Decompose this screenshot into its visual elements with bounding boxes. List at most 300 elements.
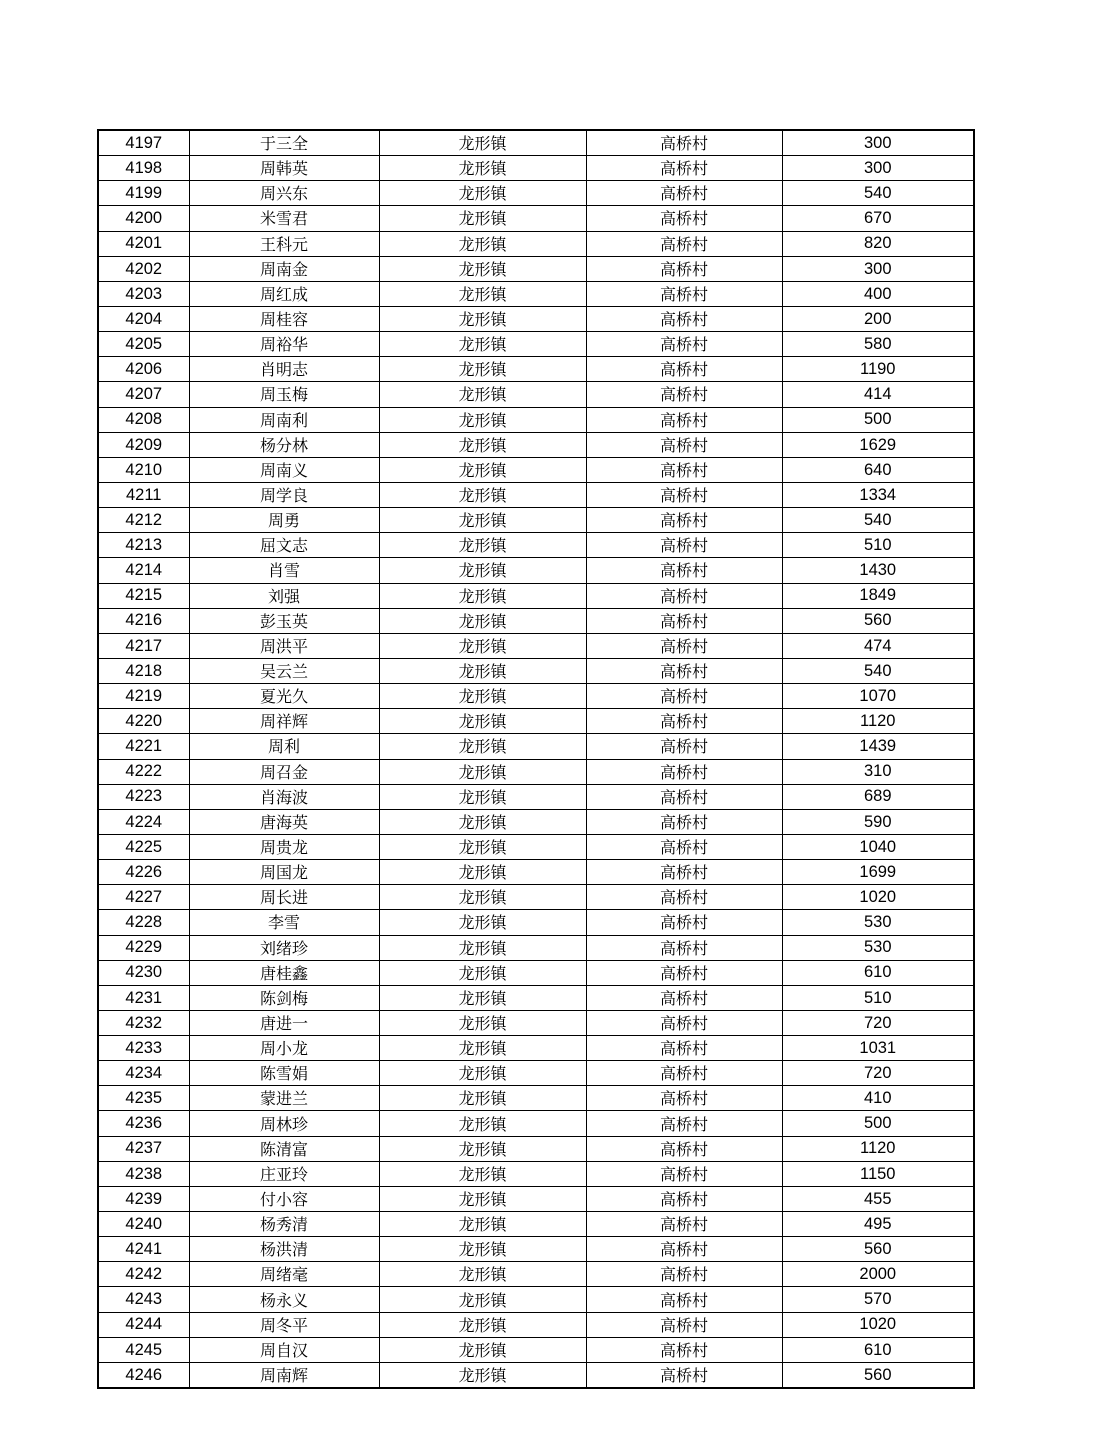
cell-id: 4241	[98, 1237, 189, 1262]
cell-village: 高桥村	[586, 1362, 782, 1388]
table-row	[98, 1362, 974, 1388]
table-row	[98, 910, 974, 935]
cell-name: 周南义	[189, 457, 379, 482]
cell-amount: 1629	[782, 432, 974, 457]
cell-id: 4243	[98, 1287, 189, 1312]
cell-amount: 1070	[782, 684, 974, 709]
cell-village: 高桥村	[586, 1111, 782, 1136]
cell-name: 周贵龙	[189, 834, 379, 859]
cell-amount: 540	[782, 658, 974, 683]
cell-village: 高桥村	[586, 457, 782, 482]
cell-name: 米雪君	[189, 206, 379, 231]
table-row	[98, 206, 974, 231]
cell-id: 4202	[98, 256, 189, 281]
table-row	[98, 809, 974, 834]
table-row	[98, 1212, 974, 1237]
table-row	[98, 558, 974, 583]
cell-town: 龙形镇	[379, 206, 586, 231]
cell-amount: 1120	[782, 709, 974, 734]
cell-id: 4203	[98, 281, 189, 306]
cell-name: 周裕华	[189, 332, 379, 357]
cell-amount: 720	[782, 1061, 974, 1086]
cell-name: 夏光久	[189, 684, 379, 709]
table-row	[98, 1312, 974, 1337]
cell-village: 高桥村	[586, 407, 782, 432]
cell-id: 4200	[98, 206, 189, 231]
table-row	[98, 734, 974, 759]
cell-town: 龙形镇	[379, 1362, 586, 1388]
cell-name: 周冬平	[189, 1312, 379, 1337]
table-row	[98, 759, 974, 784]
cell-amount: 670	[782, 206, 974, 231]
cell-id: 4221	[98, 734, 189, 759]
cell-name: 付小容	[189, 1186, 379, 1211]
cell-village: 高桥村	[586, 1186, 782, 1211]
cell-amount: 530	[782, 910, 974, 935]
cell-town: 龙形镇	[379, 1312, 586, 1337]
cell-name: 周林珍	[189, 1111, 379, 1136]
cell-name: 唐进一	[189, 1010, 379, 1035]
cell-name: 肖明志	[189, 357, 379, 382]
cell-id: 4201	[98, 231, 189, 256]
cell-name: 李雪	[189, 910, 379, 935]
cell-amount: 1334	[782, 482, 974, 507]
cell-name: 吴云兰	[189, 658, 379, 683]
cell-amount: 410	[782, 1086, 974, 1111]
table-row	[98, 130, 974, 156]
table-row	[98, 935, 974, 960]
cell-id: 4205	[98, 332, 189, 357]
cell-name: 周勇	[189, 508, 379, 533]
cell-town: 龙形镇	[379, 281, 586, 306]
cell-name: 杨秀清	[189, 1212, 379, 1237]
cell-amount: 570	[782, 1287, 974, 1312]
cell-town: 龙形镇	[379, 181, 586, 206]
cell-village: 高桥村	[586, 709, 782, 734]
cell-id: 4224	[98, 809, 189, 834]
cell-id: 4223	[98, 784, 189, 809]
cell-name: 周国龙	[189, 860, 379, 885]
cell-amount: 1430	[782, 558, 974, 583]
table-row	[98, 508, 974, 533]
table-row	[98, 1036, 974, 1061]
cell-id: 4217	[98, 633, 189, 658]
cell-village: 高桥村	[586, 357, 782, 382]
cell-town: 龙形镇	[379, 633, 586, 658]
table-row	[98, 684, 974, 709]
cell-village: 高桥村	[586, 332, 782, 357]
cell-id: 4233	[98, 1036, 189, 1061]
cell-village: 高桥村	[586, 533, 782, 558]
table-row	[98, 1086, 974, 1111]
cell-village: 高桥村	[586, 508, 782, 533]
cell-name: 周小龙	[189, 1036, 379, 1061]
cell-amount: 560	[782, 1237, 974, 1262]
cell-village: 高桥村	[586, 1337, 782, 1362]
cell-amount: 300	[782, 130, 974, 156]
cell-town: 龙形镇	[379, 684, 586, 709]
table-body	[98, 130, 974, 1388]
table-row	[98, 860, 974, 885]
cell-id: 4209	[98, 432, 189, 457]
cell-village: 高桥村	[586, 1312, 782, 1337]
cell-id: 4215	[98, 583, 189, 608]
cell-village: 高桥村	[586, 1237, 782, 1262]
table-row	[98, 985, 974, 1010]
cell-village: 高桥村	[586, 1136, 782, 1161]
cell-village: 高桥村	[586, 306, 782, 331]
cell-village: 高桥村	[586, 1036, 782, 1061]
cell-village: 高桥村	[586, 1086, 782, 1111]
cell-village: 高桥村	[586, 834, 782, 859]
table-row	[98, 1287, 974, 1312]
table-row	[98, 633, 974, 658]
cell-village: 高桥村	[586, 1287, 782, 1312]
table-row	[98, 357, 974, 382]
cell-id: 4235	[98, 1086, 189, 1111]
cell-amount: 530	[782, 935, 974, 960]
cell-name: 周桂容	[189, 306, 379, 331]
cell-village: 高桥村	[586, 382, 782, 407]
cell-town: 龙形镇	[379, 985, 586, 1010]
cell-name: 周自汉	[189, 1337, 379, 1362]
table-row	[98, 608, 974, 633]
cell-village: 高桥村	[586, 910, 782, 935]
cell-amount: 580	[782, 332, 974, 357]
table-row	[98, 1161, 974, 1186]
cell-village: 高桥村	[586, 1212, 782, 1237]
cell-id: 4214	[98, 558, 189, 583]
table-row	[98, 156, 974, 181]
cell-id: 4237	[98, 1136, 189, 1161]
cell-id: 4236	[98, 1111, 189, 1136]
cell-amount: 200	[782, 306, 974, 331]
cell-amount: 474	[782, 633, 974, 658]
cell-id: 4216	[98, 608, 189, 633]
table-row	[98, 181, 974, 206]
cell-amount: 2000	[782, 1262, 974, 1287]
cell-id: 4198	[98, 156, 189, 181]
cell-village: 高桥村	[586, 281, 782, 306]
cell-village: 高桥村	[586, 658, 782, 683]
cell-town: 龙形镇	[379, 1237, 586, 1262]
table-row	[98, 1262, 974, 1287]
table-row	[98, 457, 974, 482]
cell-town: 龙形镇	[379, 809, 586, 834]
cell-village: 高桥村	[586, 684, 782, 709]
cell-amount: 495	[782, 1212, 974, 1237]
cell-town: 龙形镇	[379, 1136, 586, 1161]
cell-village: 高桥村	[586, 482, 782, 507]
cell-village: 高桥村	[586, 1010, 782, 1035]
cell-amount: 300	[782, 156, 974, 181]
cell-village: 高桥村	[586, 206, 782, 231]
cell-village: 高桥村	[586, 885, 782, 910]
table-row	[98, 407, 974, 432]
cell-town: 龙形镇	[379, 432, 586, 457]
table-row	[98, 658, 974, 683]
cell-name: 陈剑梅	[189, 985, 379, 1010]
cell-village: 高桥村	[586, 432, 782, 457]
cell-town: 龙形镇	[379, 407, 586, 432]
cell-town: 龙形镇	[379, 608, 586, 633]
cell-village: 高桥村	[586, 960, 782, 985]
cell-town: 龙形镇	[379, 583, 586, 608]
table-row	[98, 432, 974, 457]
cell-amount: 510	[782, 533, 974, 558]
cell-name: 唐海英	[189, 809, 379, 834]
cell-town: 龙形镇	[379, 558, 586, 583]
cell-town: 龙形镇	[379, 1287, 586, 1312]
cell-name: 肖雪	[189, 558, 379, 583]
cell-town: 龙形镇	[379, 457, 586, 482]
cell-name: 屈文志	[189, 533, 379, 558]
cell-village: 高桥村	[586, 759, 782, 784]
cell-name: 唐桂鑫	[189, 960, 379, 985]
cell-amount: 820	[782, 231, 974, 256]
table-row	[98, 281, 974, 306]
cell-village: 高桥村	[586, 784, 782, 809]
cell-town: 龙形镇	[379, 357, 586, 382]
cell-town: 龙形镇	[379, 1186, 586, 1211]
cell-name: 周红成	[189, 281, 379, 306]
cell-id: 4231	[98, 985, 189, 1010]
cell-id: 4244	[98, 1312, 189, 1337]
cell-town: 龙形镇	[379, 935, 586, 960]
cell-town: 龙形镇	[379, 860, 586, 885]
cell-amount: 414	[782, 382, 974, 407]
cell-village: 高桥村	[586, 608, 782, 633]
table-row	[98, 784, 974, 809]
cell-town: 龙形镇	[379, 734, 586, 759]
cell-id: 4226	[98, 860, 189, 885]
cell-name: 周绪毫	[189, 1262, 379, 1287]
table-row	[98, 834, 974, 859]
cell-name: 周兴东	[189, 181, 379, 206]
cell-amount: 500	[782, 1111, 974, 1136]
cell-amount: 590	[782, 809, 974, 834]
cell-village: 高桥村	[586, 734, 782, 759]
cell-town: 龙形镇	[379, 1212, 586, 1237]
table-row	[98, 382, 974, 407]
cell-amount: 1849	[782, 583, 974, 608]
cell-village: 高桥村	[586, 130, 782, 156]
cell-town: 龙形镇	[379, 306, 586, 331]
cell-id: 4230	[98, 960, 189, 985]
table-row	[98, 885, 974, 910]
cell-amount: 500	[782, 407, 974, 432]
cell-town: 龙形镇	[379, 231, 586, 256]
cell-amount: 1120	[782, 1136, 974, 1161]
cell-village: 高桥村	[586, 181, 782, 206]
cell-amount: 640	[782, 457, 974, 482]
table-row	[98, 1136, 974, 1161]
cell-village: 高桥村	[586, 1161, 782, 1186]
cell-village: 高桥村	[586, 583, 782, 608]
cell-amount: 540	[782, 181, 974, 206]
cell-town: 龙形镇	[379, 1337, 586, 1362]
cell-name: 刘强	[189, 583, 379, 608]
cell-village: 高桥村	[586, 231, 782, 256]
table-row	[98, 533, 974, 558]
cell-village: 高桥村	[586, 1262, 782, 1287]
cell-name: 杨分林	[189, 432, 379, 457]
cell-name: 王科元	[189, 231, 379, 256]
cell-town: 龙形镇	[379, 1161, 586, 1186]
data-table	[97, 129, 975, 1389]
cell-amount: 1031	[782, 1036, 974, 1061]
cell-town: 龙形镇	[379, 1061, 586, 1086]
cell-amount: 540	[782, 508, 974, 533]
cell-town: 龙形镇	[379, 910, 586, 935]
cell-id: 4240	[98, 1212, 189, 1237]
cell-id: 4210	[98, 457, 189, 482]
cell-village: 高桥村	[586, 935, 782, 960]
table-row	[98, 332, 974, 357]
cell-id: 4242	[98, 1262, 189, 1287]
cell-amount: 610	[782, 1337, 974, 1362]
table-row	[98, 256, 974, 281]
cell-name: 周南利	[189, 407, 379, 432]
cell-town: 龙形镇	[379, 508, 586, 533]
table-row	[98, 1061, 974, 1086]
table-row	[98, 1010, 974, 1035]
cell-name: 周祥辉	[189, 709, 379, 734]
cell-name: 陈雪娟	[189, 1061, 379, 1086]
cell-amount: 610	[782, 960, 974, 985]
cell-amount: 720	[782, 1010, 974, 1035]
cell-town: 龙形镇	[379, 784, 586, 809]
cell-village: 高桥村	[586, 256, 782, 281]
cell-id: 4218	[98, 658, 189, 683]
cell-name: 庄亚玲	[189, 1161, 379, 1186]
cell-id: 4204	[98, 306, 189, 331]
cell-amount: 455	[782, 1186, 974, 1211]
cell-town: 龙形镇	[379, 834, 586, 859]
table-row	[98, 960, 974, 985]
cell-id: 4219	[98, 684, 189, 709]
cell-id: 4222	[98, 759, 189, 784]
cell-village: 高桥村	[586, 1061, 782, 1086]
cell-town: 龙形镇	[379, 1262, 586, 1287]
cell-town: 龙形镇	[379, 960, 586, 985]
cell-id: 4213	[98, 533, 189, 558]
cell-id: 4239	[98, 1186, 189, 1211]
cell-id: 4245	[98, 1337, 189, 1362]
cell-name: 彭玉英	[189, 608, 379, 633]
cell-town: 龙形镇	[379, 759, 586, 784]
cell-amount: 560	[782, 1362, 974, 1388]
cell-town: 龙形镇	[379, 482, 586, 507]
cell-town: 龙形镇	[379, 1086, 586, 1111]
cell-name: 刘绪珍	[189, 935, 379, 960]
cell-name: 杨洪清	[189, 1237, 379, 1262]
cell-amount: 689	[782, 784, 974, 809]
cell-name: 杨永义	[189, 1287, 379, 1312]
cell-id: 4212	[98, 508, 189, 533]
table-row	[98, 1111, 974, 1136]
table-row	[98, 1337, 974, 1362]
cell-town: 龙形镇	[379, 658, 586, 683]
cell-town: 龙形镇	[379, 256, 586, 281]
cell-town: 龙形镇	[379, 156, 586, 181]
cell-name: 周玉梅	[189, 382, 379, 407]
table-row	[98, 709, 974, 734]
cell-id: 4232	[98, 1010, 189, 1035]
table-row	[98, 482, 974, 507]
cell-id: 4229	[98, 935, 189, 960]
table-row	[98, 1186, 974, 1211]
cell-town: 龙形镇	[379, 1036, 586, 1061]
cell-id: 4234	[98, 1061, 189, 1086]
cell-name: 周南辉	[189, 1362, 379, 1388]
cell-town: 龙形镇	[379, 130, 586, 156]
cell-town: 龙形镇	[379, 332, 586, 357]
cell-name: 周韩英	[189, 156, 379, 181]
cell-amount: 510	[782, 985, 974, 1010]
table-row	[98, 583, 974, 608]
cell-name: 蒙进兰	[189, 1086, 379, 1111]
cell-id: 4227	[98, 885, 189, 910]
cell-amount: 1020	[782, 1312, 974, 1337]
cell-town: 龙形镇	[379, 1111, 586, 1136]
cell-amount: 400	[782, 281, 974, 306]
cell-village: 高桥村	[586, 985, 782, 1010]
cell-id: 4206	[98, 357, 189, 382]
cell-amount: 560	[782, 608, 974, 633]
cell-amount: 1190	[782, 357, 974, 382]
cell-name: 周利	[189, 734, 379, 759]
cell-name: 周学良	[189, 482, 379, 507]
cell-town: 龙形镇	[379, 709, 586, 734]
cell-town: 龙形镇	[379, 885, 586, 910]
cell-id: 4199	[98, 181, 189, 206]
cell-village: 高桥村	[586, 809, 782, 834]
cell-id: 4246	[98, 1362, 189, 1388]
cell-amount: 1020	[782, 885, 974, 910]
cell-name: 陈清富	[189, 1136, 379, 1161]
cell-id: 4225	[98, 834, 189, 859]
table-row	[98, 1237, 974, 1262]
cell-id: 4197	[98, 130, 189, 156]
cell-amount: 1439	[782, 734, 974, 759]
cell-village: 高桥村	[586, 156, 782, 181]
cell-id: 4238	[98, 1161, 189, 1186]
cell-name: 于三全	[189, 130, 379, 156]
cell-id: 4208	[98, 407, 189, 432]
cell-town: 龙形镇	[379, 382, 586, 407]
cell-name: 周洪平	[189, 633, 379, 658]
cell-name: 周南金	[189, 256, 379, 281]
cell-name: 周召金	[189, 759, 379, 784]
cell-village: 高桥村	[586, 558, 782, 583]
cell-amount: 1150	[782, 1161, 974, 1186]
cell-village: 高桥村	[586, 860, 782, 885]
cell-amount: 300	[782, 256, 974, 281]
cell-town: 龙形镇	[379, 1010, 586, 1035]
table-row	[98, 306, 974, 331]
cell-id: 4228	[98, 910, 189, 935]
cell-amount: 1699	[782, 860, 974, 885]
cell-name: 肖海波	[189, 784, 379, 809]
table-row	[98, 231, 974, 256]
cell-amount: 310	[782, 759, 974, 784]
cell-id: 4211	[98, 482, 189, 507]
cell-id: 4207	[98, 382, 189, 407]
cell-name: 周长进	[189, 885, 379, 910]
cell-amount: 1040	[782, 834, 974, 859]
cell-town: 龙形镇	[379, 533, 586, 558]
